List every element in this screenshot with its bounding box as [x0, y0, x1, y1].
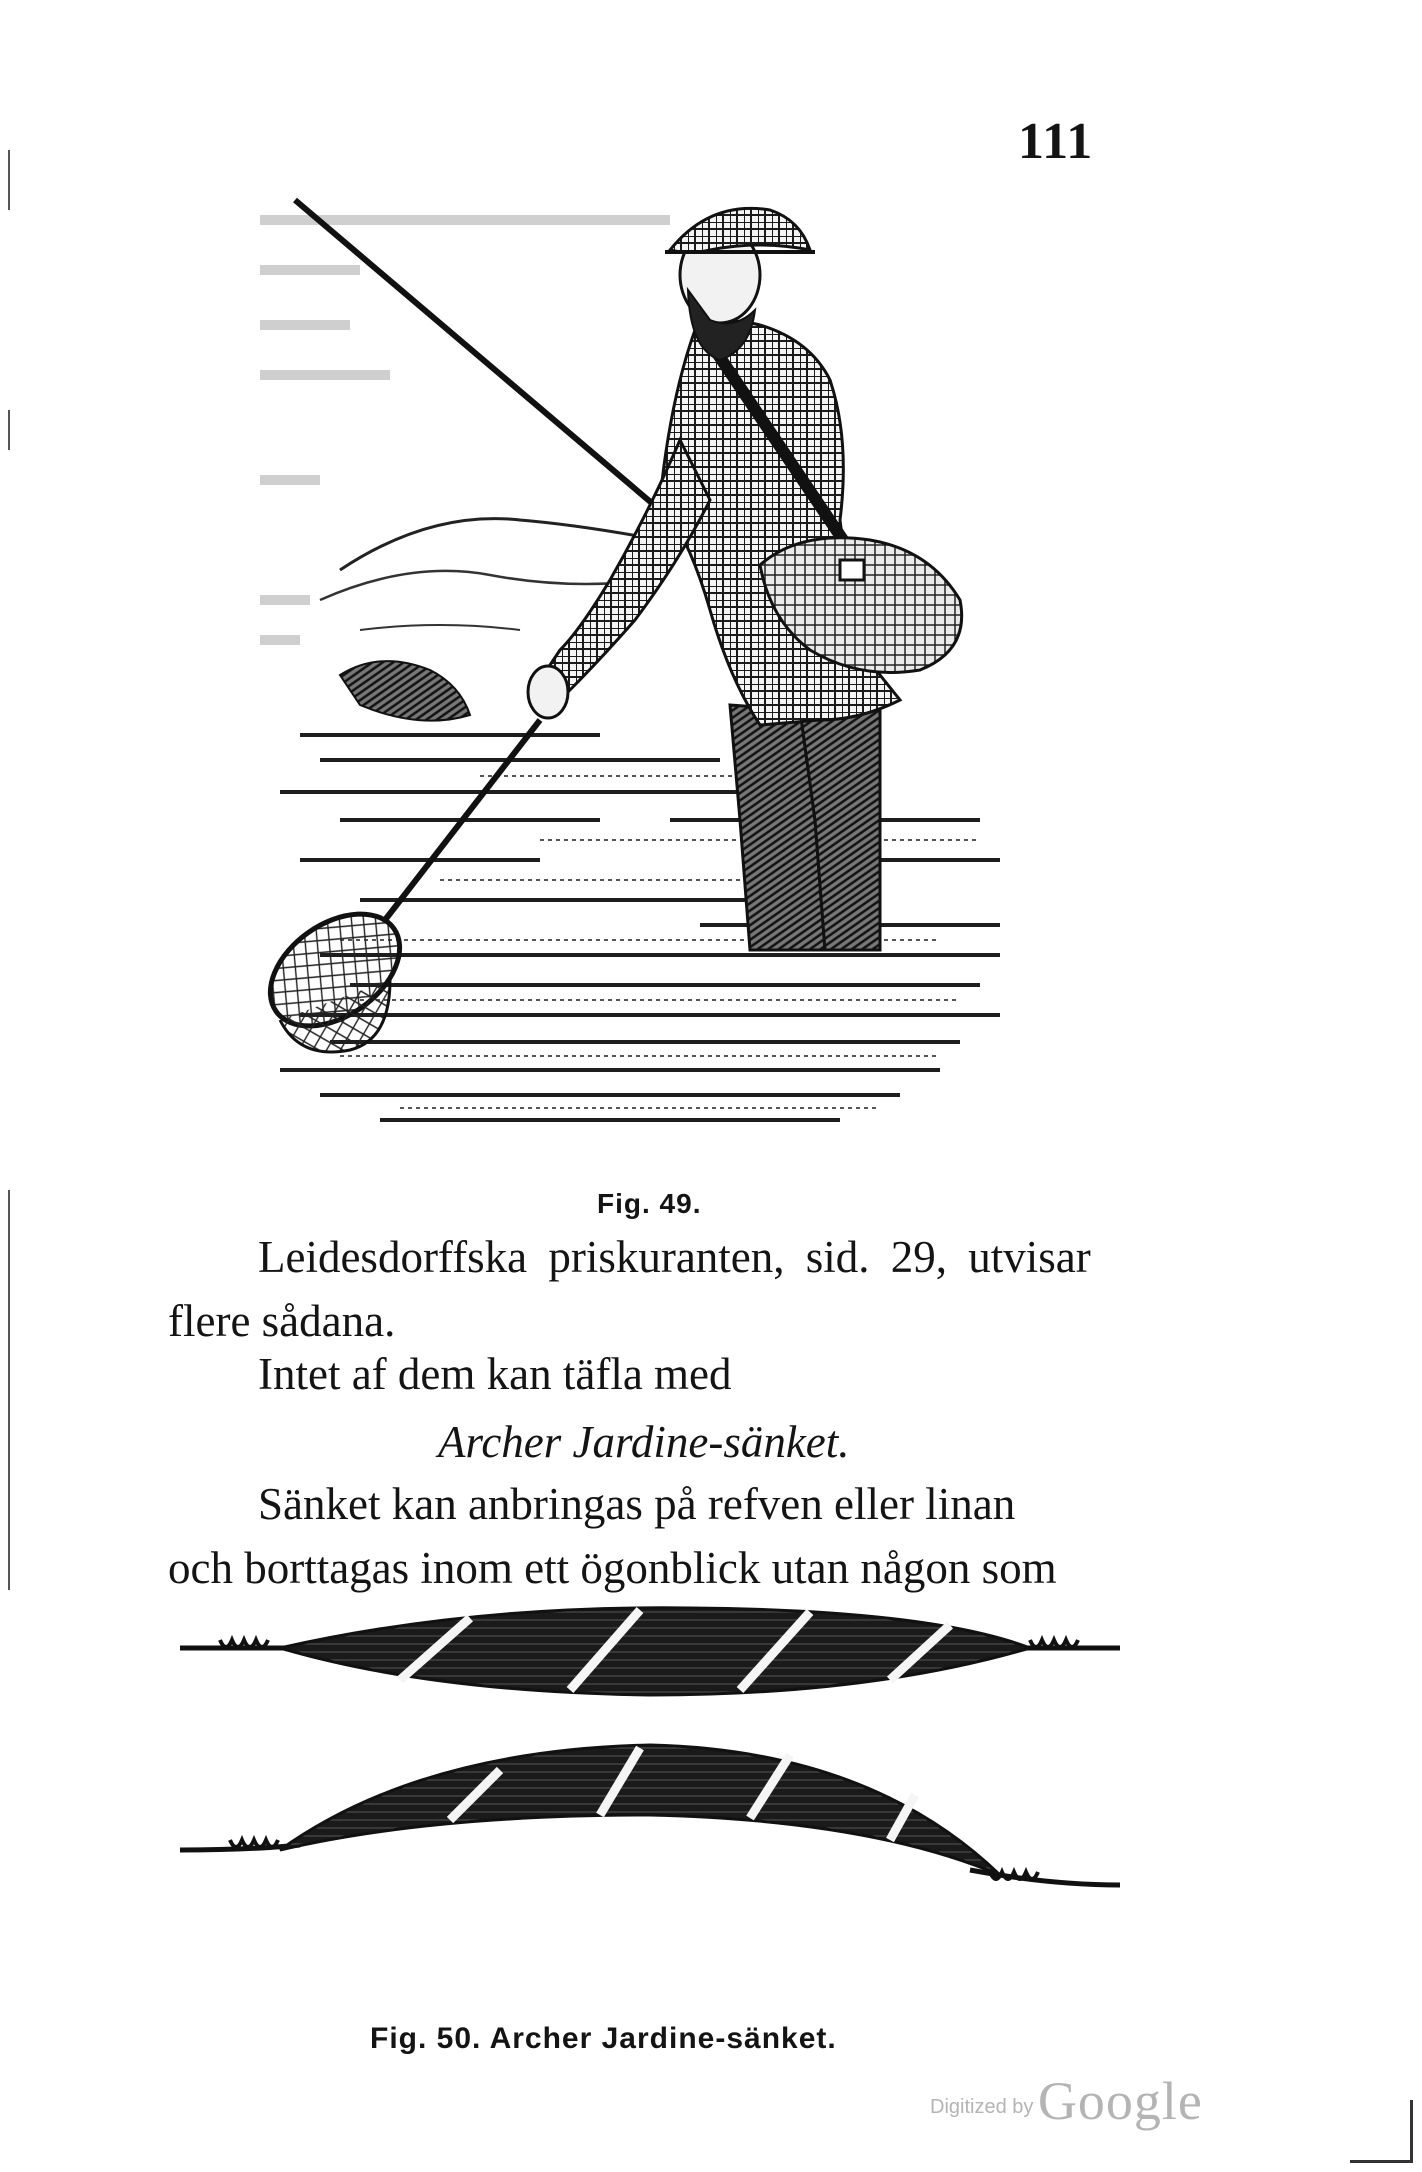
page-number: 111 [1018, 113, 1094, 170]
scan-edge-mark [8, 150, 10, 210]
body-line: Leidesdorffska priskuranten, sid. 29, utvisar [258, 1232, 1091, 1282]
rock [340, 661, 470, 721]
hill-outline [360, 625, 520, 630]
figure-49-illustration [240, 180, 1030, 1165]
scan-edge-mark [8, 410, 10, 450]
scan-corner-mark [1350, 2100, 1413, 2163]
body-line: Sänket kan anbringas på refven eller linan [258, 1479, 1016, 1529]
watermark-brand: Google [1037, 2071, 1203, 2131]
figure-49-caption: Fig. 49. [597, 1188, 702, 1219]
creel-latch [840, 560, 864, 580]
scan-edge-mark [8, 1190, 10, 1590]
section-heading: Archer Jardine-sänket. [438, 1417, 850, 1467]
figure-50-illustration [170, 1600, 1130, 2010]
body-line: Intet af dem kan täfla med [258, 1349, 732, 1399]
background-ghost-text [260, 220, 670, 640]
sinker-straight [180, 1608, 1120, 1695]
google-watermark [930, 2070, 1203, 2132]
body-line: flere sådana. [168, 1296, 396, 1346]
watermark-prefix: Digitized by [930, 2096, 1034, 2118]
water-ripples [340, 776, 980, 1108]
angler-hat [670, 208, 810, 252]
sinker-curved [180, 1745, 1120, 1885]
figure-50-caption: Fig. 50. Archer Jardine-sänket. [370, 2022, 837, 2055]
fishing-rod [295, 200, 660, 510]
angler-hand [528, 666, 568, 718]
body-line: och borttagas inom ett ögonblick utan någon som [168, 1543, 1057, 1593]
